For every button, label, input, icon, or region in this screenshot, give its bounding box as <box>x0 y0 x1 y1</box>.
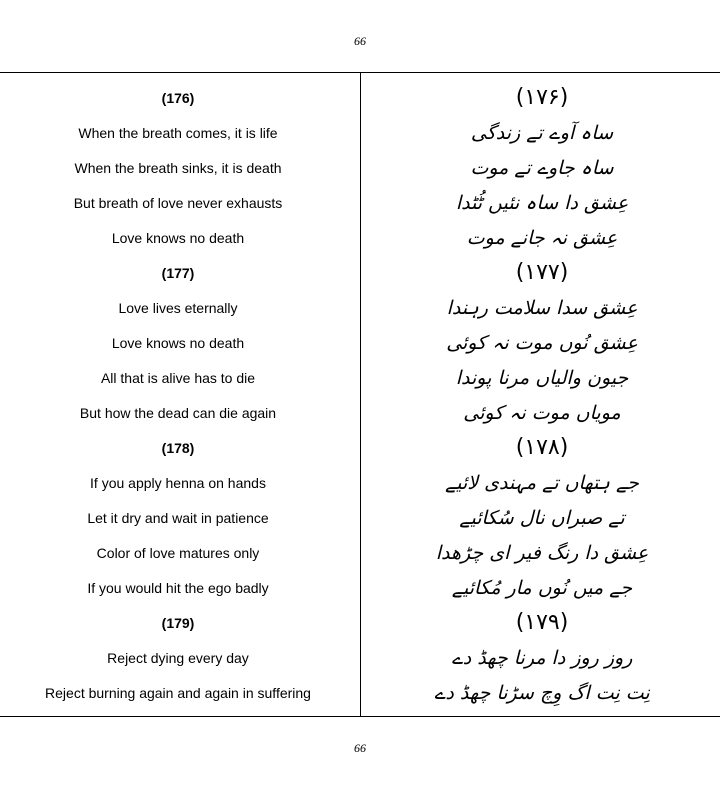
english-verse-line: Let it dry and wait in patience <box>87 509 269 526</box>
punjabi-verse-number: (۱۷۸) <box>515 435 569 460</box>
punjabi-verse-number: (۱۷۶) <box>515 85 569 110</box>
punjabi-column <box>364 80 720 710</box>
punjabi-verse-line: نِت نِت اگ وِچ سڑنا چھڈ دے <box>434 681 650 704</box>
punjabi-verse-line: جیون والیاں مرنا پوندا <box>455 366 629 389</box>
english-verse-number: (178) <box>161 439 195 456</box>
english-verse-line: If you would hit the ego badly <box>87 579 269 596</box>
english-verse-line: But how the dead can die again <box>79 404 277 421</box>
punjabi-verse-line: ساہ آوے تے زندگی <box>470 121 614 144</box>
english-verse-number: (176) <box>161 89 195 106</box>
punjabi-verse-line: جے میں نُوں مار مُکائیے <box>451 576 633 599</box>
english-verse-line: All that is alive has to die <box>100 369 256 386</box>
punjabi-verse-line: تے صبراں نال سُکائیے <box>459 506 625 529</box>
punjabi-verse-line: عِشق دا ساہ نئیں ٹُٹدا <box>455 191 629 214</box>
punjabi-verse-line: جے ہتھاں تے مہندی لائیے <box>445 471 639 494</box>
page-number-top: 66 <box>354 34 366 48</box>
english-verse-line: When the breath comes, it is life <box>78 124 278 141</box>
punjabi-verse-line: عِشق سدا سلامت رہندا <box>446 296 638 319</box>
english-verse-line: But breath of love never exhausts <box>73 194 283 211</box>
english-verse-line: Love knows no death <box>111 334 245 351</box>
english-verse-number: (177) <box>161 264 195 281</box>
english-verse-line: When the breath sinks, it is death <box>74 159 282 176</box>
punjabi-verse-line: عِشق نُوں موت نہ کوئی <box>446 331 638 354</box>
punjabi-verse-line: مویاں موت نہ کوئی <box>463 401 621 424</box>
punjabi-verse-line: عِشق دا رنگ فیر ای چڑھدا <box>435 541 649 564</box>
english-verse-line: Love knows no death <box>111 229 245 246</box>
punjabi-verse-number: (۱۷۹) <box>515 610 569 635</box>
english-verse-line: Reject burning again and again in suffering <box>45 684 311 701</box>
punjabi-verse-line: ساہ جاوے تے موت <box>470 156 614 179</box>
english-verse-line: Reject dying every day <box>107 649 249 666</box>
punjabi-verse-line: عِشق نہ جانے موت <box>466 226 618 249</box>
punjabi-verse-line: روز روز دا مرنا چھڈ دے <box>451 646 633 669</box>
page-number-bottom: 66 <box>354 741 366 755</box>
english-verse-number: (179) <box>161 614 195 631</box>
english-verse-line: Love lives eternally <box>118 299 238 316</box>
column-divider <box>360 72 361 716</box>
english-verse-line: If you apply henna on hands <box>90 474 266 491</box>
english-column <box>0 80 356 710</box>
bottom-rule <box>0 716 720 717</box>
punjabi-verse-number: (۱۷۷) <box>515 260 569 285</box>
english-verse-line: Color of love matures only <box>96 544 260 561</box>
